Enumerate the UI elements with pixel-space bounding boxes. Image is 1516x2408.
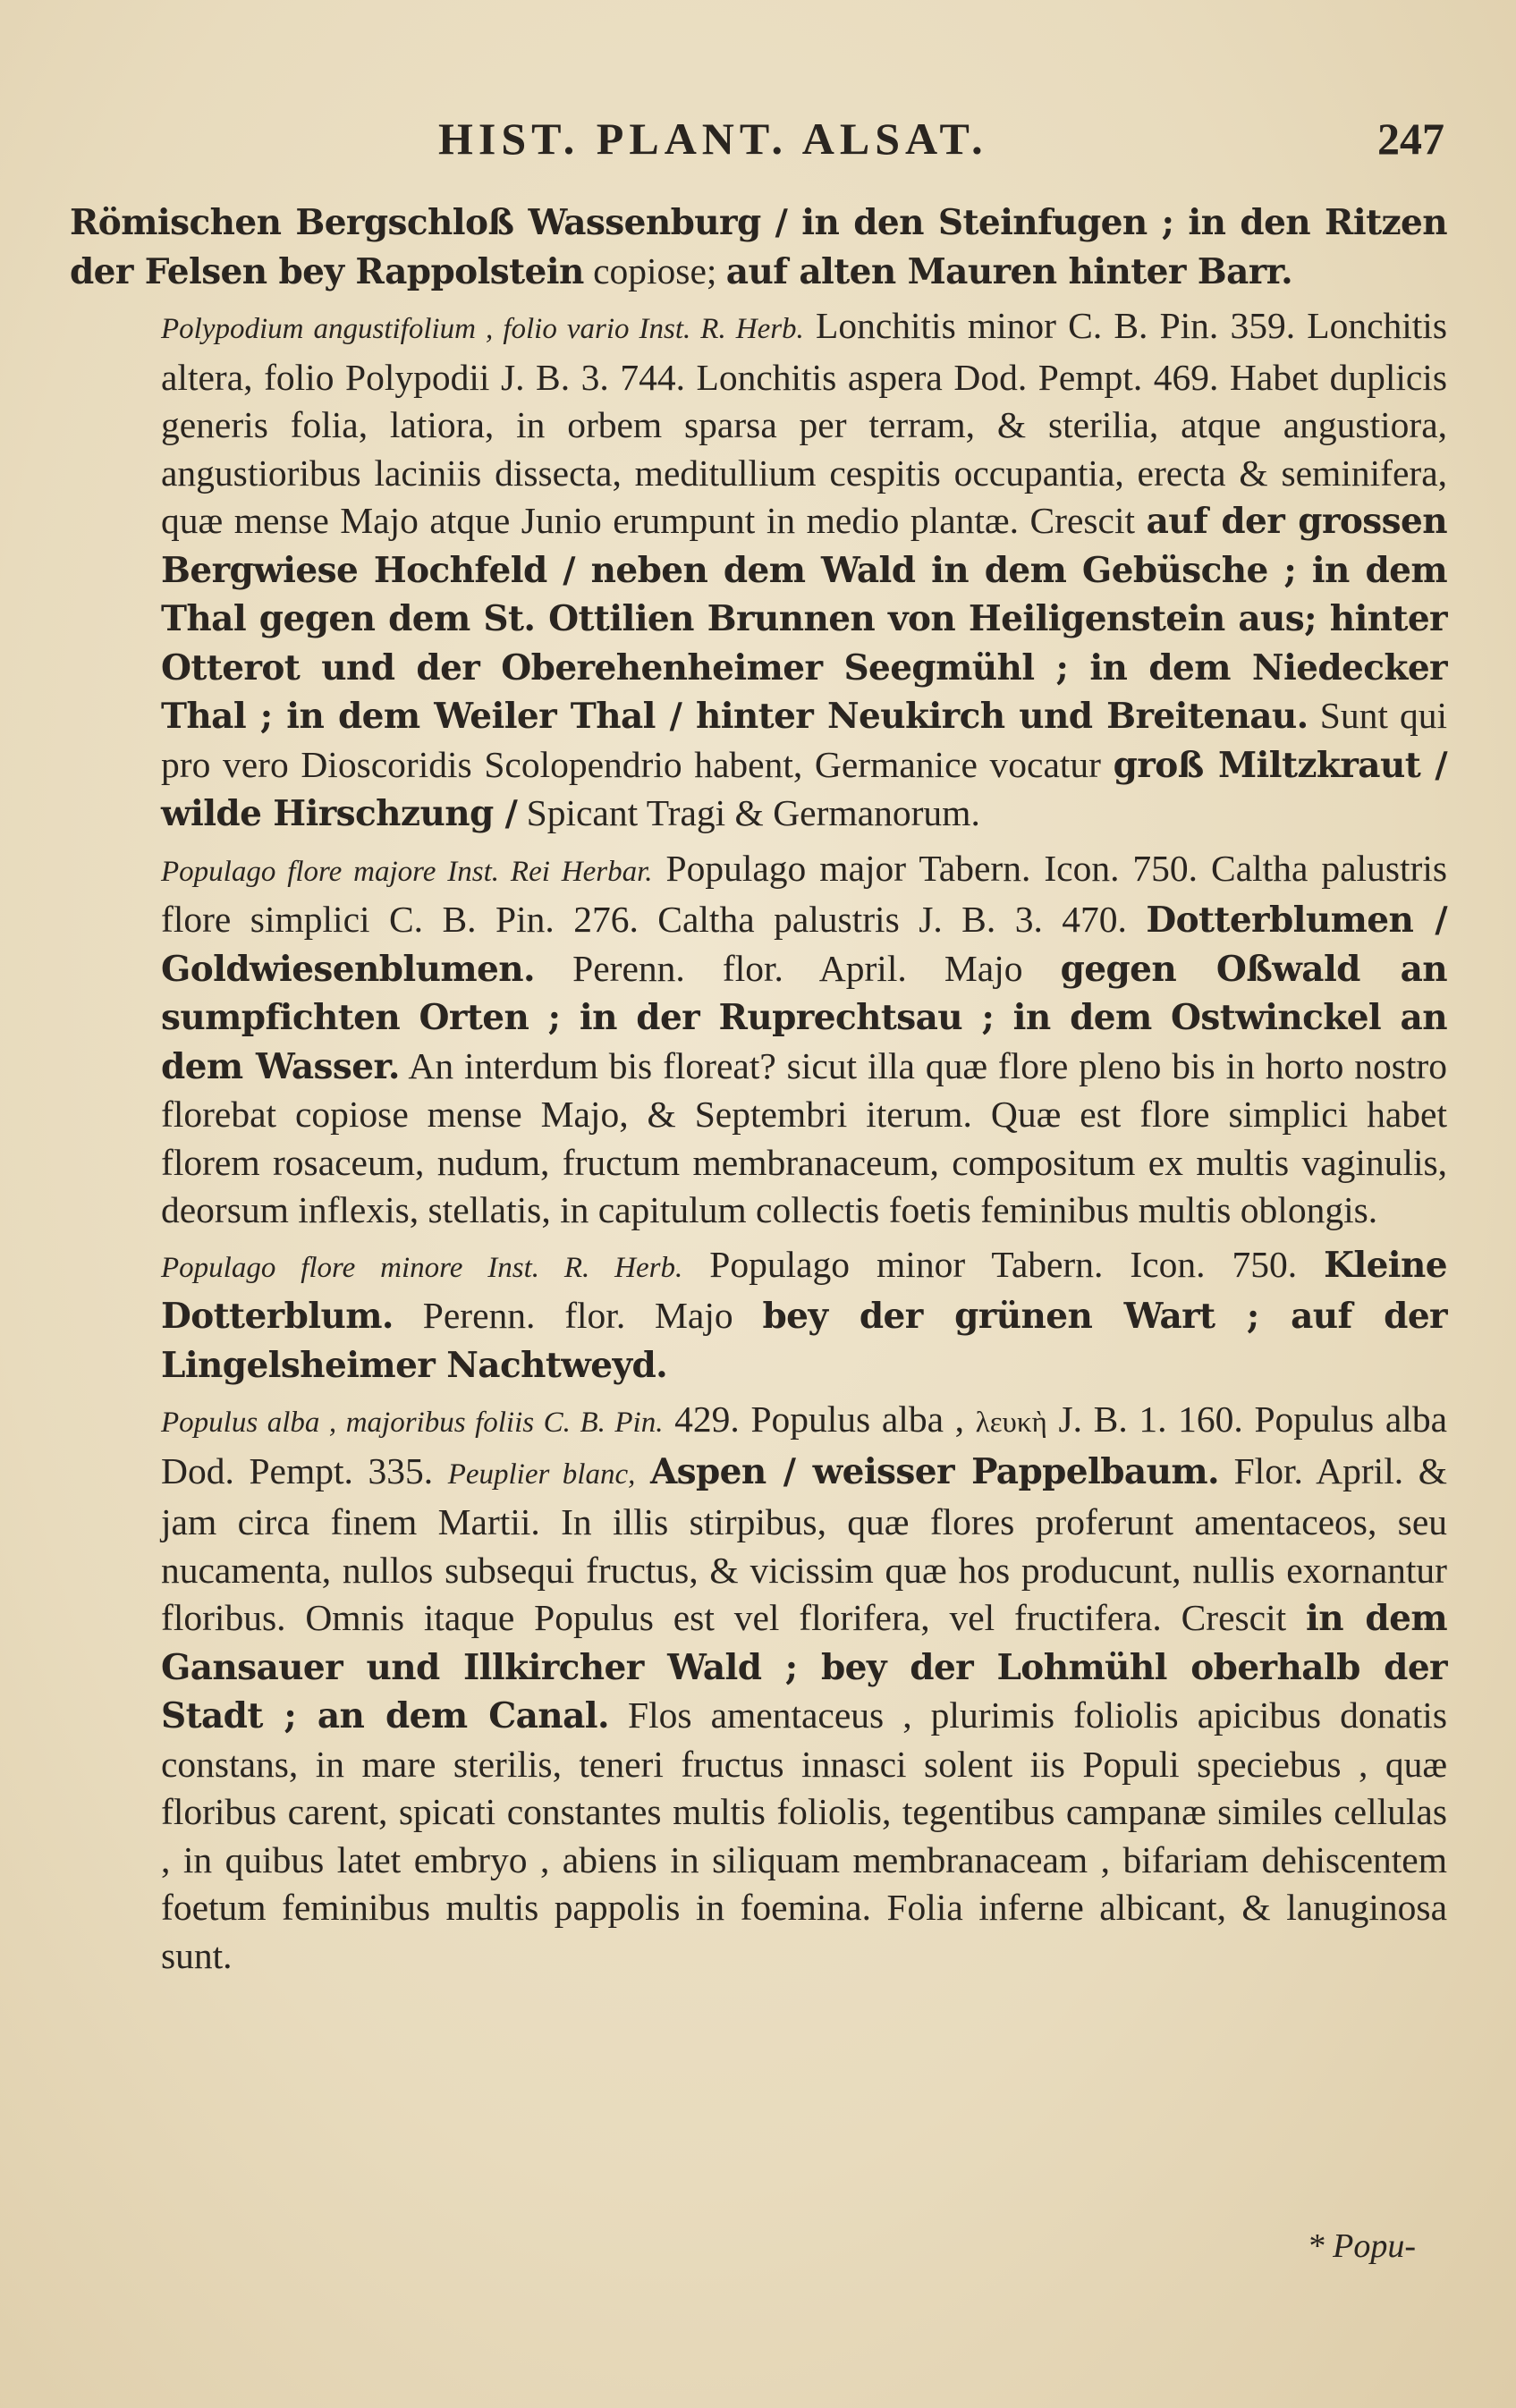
german-text: in dem Gansauer und Illkircher Wald ; bey der Lohmühl oberhalb der Stadt ; an dem Canal.: [161, 1598, 1447, 1736]
german-text: bey der grünen Wart ; auf der Lingelsheimer Nachtweyd.: [161, 1296, 1447, 1386]
catchword: * Popu-: [1307, 2227, 1416, 2265]
greek-word: λευκὴ: [975, 1407, 1047, 1439]
german-text: groß Miltzkraut / wilde Hirschzung /: [161, 744, 1447, 834]
entry-paragraph: [70, 1396, 1447, 1980]
latin-text: copiose;: [583, 249, 726, 291]
latin-text: 429. Populus alba ,: [663, 1398, 976, 1440]
running-title: HIST. PLANT. ALSAT.: [438, 114, 988, 164]
german-text: auf der grossen Bergwiese Hochfeld / neben dem Wald in dem Gebüsche ; in dem Thal gegen dem St. Ottilien Brunnen von Heiligenstein aus; hinter Otterot und der Oberehenheimer Seegmühl ; in dem Niedecker Thal ; in dem Weiler Thal / hinter Neukirch und Breitenau.: [161, 501, 1447, 737]
entry-paragraph: [70, 302, 1447, 839]
latin-text: J. B. 1. 160. Populus alba Dod. Pempt. 335.: [161, 1398, 1447, 1491]
italic-citation: Populago flore majore Inst. Rei Herbar.: [161, 855, 653, 888]
german-text: Aspen / weisser Pappelbaum.: [649, 1450, 1219, 1492]
latin-text: Flos amentaceus , plurimis foliolis apicibus donatis constans, in mare sterilis, teneri fructus innasci solent iis Populi speciebus , quæ floribus carent, spicati constantes multis foliolis, tegentibus campanæ similes cellulas , in quibus latet embryo , abiens in siliquam membranaceam , bifariam dehiscentem foetum feminibus multis pappolis in foemina. Folia inferne albicant, & lanuginosa sunt.: [161, 1694, 1447, 1976]
body-text: [70, 199, 1447, 1986]
latin-text: Populago minor Tabern. Icon. 750.: [682, 1243, 1325, 1285]
entry-paragraph: [70, 1241, 1447, 1390]
latin-text: Flor. April. & jam circa finem Martii. In illis stirpibus, quæ flores proferunt amentaceos, seu nucamenta, nullos subsequi fructus, & vicissim quæ hos producunt, nullis exornantur floribus. Omnis itaque Populus est vel florifera, vel fructifera. Crescit: [161, 1449, 1447, 1638]
italic-citation: Polypodium angustifolium , folio vario Inst. R. Herb.: [161, 313, 804, 345]
latin-text: Spicant Tragi & Germanorum.: [517, 792, 980, 833]
italic-citation: Peuplier blanc,: [447, 1457, 636, 1491]
page-number: 247: [1377, 114, 1444, 164]
entry-paragraph: [70, 199, 1447, 296]
german-text: gegen Oßwald an sumpfichten Orten ; in der Ruprechtsau ; in dem Ostwinckel an dem Wasser.: [161, 948, 1447, 1087]
german-text: Dotterblumen / Goldwiesenblumen.: [161, 900, 1447, 990]
german-text: Römischen Bergschloß Wassenburg / in den Steinfugen ; in den Ritzen der Felsen bey Rappolstein: [70, 202, 1447, 292]
latin-text: Sunt qui pro vero Dioscoridis Scolopendrio habent, Germanice vocatur: [161, 695, 1447, 785]
german-text: Kleine Dotterblum.: [161, 1244, 1447, 1337]
running-header: [259, 106, 1462, 177]
german-text: auf alten Mauren hinter Barr.: [725, 250, 1293, 292]
latin-text: [635, 1450, 650, 1491]
latin-text: Lonchitis minor C. B. Pin. 359. Lonchitis altera, folio Polypodii J. B. 3. 744. Lonchitis aspera Dod. Pempt. 469. Habet duplicis generis folia, latiora, in orbem sparsa per terram, & sterilia, atque angustiora, angustioribus laciniis dissecta, meditullium cespitis occupantia, erecta & seminifera, quæ mense Majo atque Junio erumpunt in medio plantæ. Crescit: [161, 305, 1447, 541]
italic-citation: Populus alba , majoribus foliis C. B. Pin.: [161, 1407, 664, 1439]
latin-text: Populago major Tabern. Icon. 750. Caltha palustris flore simplici C. B. Pin. 276. Caltha palustris J. B. 3. 470.: [161, 847, 1448, 940]
latin-text: Perenn. flor. April. Majo: [534, 947, 1061, 989]
latin-text: Perenn. flor. Majo: [393, 1295, 763, 1336]
italic-citation: Populago flore minore Inst. R. Herb.: [161, 1251, 683, 1284]
latin-text: An interdum bis floreat? sicut illa quæ flore pleno bis in horto nostro florebat copiose mense Majo, & Septembri iterum. Quæ est flore simplici habet florem rosaceum, nudum, fructum membranaceum, compositum ex multis vaginulis, deorsum inflexis, stellatis, in capitulum collectis foetis feminibus multis oblongis.: [161, 1044, 1447, 1230]
entry-paragraph: [70, 845, 1447, 1235]
